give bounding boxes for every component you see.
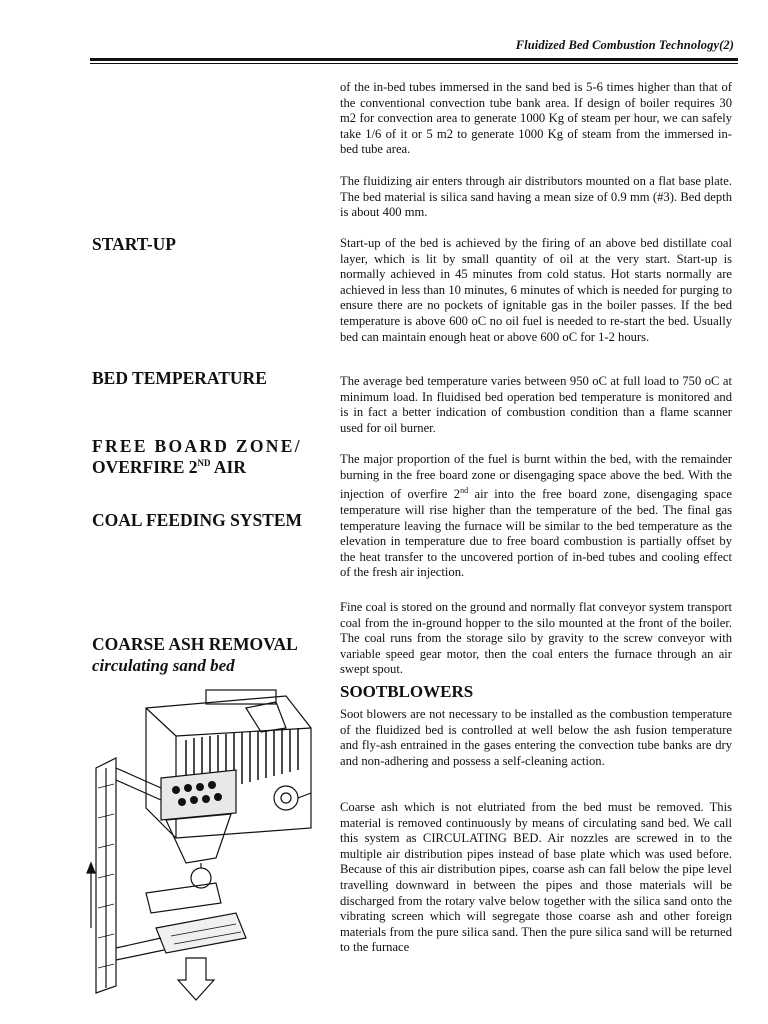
sand-bed	[161, 770, 236, 820]
vibrating-screen	[156, 913, 246, 953]
subheading-circulating-sand-bed: circulating sand bed	[92, 656, 235, 675]
heading-free-board-zone	[92, 436, 302, 457]
header-rule-thick	[90, 58, 738, 61]
paragraph-start-up: Start-up of the bed is achieved by the firing of an above bed distillate coal layer, which is lit by small quantity of oil at the very start. Start-up is normally achieved in 45 minutes from cold status. Hot starts normally are achieved in less than 10 minutes, 6 minutes of which is needed for purging to ensure there are no pockets of ignitable gas in the boiler passes. If the bed temperature is above 600 oC no oil fuel is needed to re-start the bed. Usually bed can maintain enough heat or above 600 oC for 1-2 hours.	[340, 236, 732, 344]
paragraph-coal-feeding: Fine coal is stored on the ground and normally flat conveyor system transport coal from the in-ground hopper to the silo mounted at the front of the boiler. The coal runs from the storage silo by gravity to the screw conveyor with variable speed gear motor, then the coal enters the furnace through an air swept spout.	[340, 600, 732, 677]
paragraph-in-bed-tubes: of the in-bed tubes immersed in the sand bed is 5-6 times higher than that of the conventional convection tube bank area. If design of boiler requires 30 m2 for convection area to generate 1000 Kg of steam per hour, we can safely take 1/6 of it or 5 m2 to generate 1000 Kg of steam from the immersed in-bed tube area.	[340, 80, 732, 157]
screw-conveyor	[146, 883, 221, 913]
heading-start-up: START-UP	[92, 234, 176, 254]
heading-coal-feeding-system: COAL FEEDING SYSTEM	[92, 510, 303, 530]
heading-sootblowers: SOOTBLOWERS	[340, 682, 474, 701]
fan-housing	[274, 786, 298, 810]
paragraph-bed-temperature: The average bed temperature varies between 950 oC at full load to 750 oC at minimum load. In fluidised bed operation bed temperature is monitored and is in fact a better indication of combustion condition than a flame scanner used for oil burner.	[340, 374, 732, 435]
heading-overfire-air	[92, 457, 246, 478]
paragraph-sootblowers: Soot blowers are not necessary to be installed as the combustion temperature of the fluidized bed is controlled at well below the ash fusion temperature and fly-ash entrained in the gases entering the convection tube banks are dry and non-adhering and possess a self-cleaning action.	[340, 707, 732, 768]
heading-overfire-superscript: ND	[197, 458, 211, 469]
running-header: Fluidized Bed Combustion Technology(2)	[515, 38, 734, 52]
heading-coarse-ash-removal: COARSE ASH REMOVAL	[92, 634, 298, 654]
paragraph-coarse-ash: Coarse ash which is not elutriated from the bed must be removed. This material is removed continuously by means of circulating sand bed. We call this system as CIRCULATING BED. Air nozzles are screwed in to the multiple air distribution pipes instead of base plate which was used before. Because of this air distribution pipes, coarse ash can fall below the pipe level travelling downward in between the pipes and those materials will be discharged from the rotary valve below together with the silica sand onto the vibrating screen which will segregate those coarse ash and other foreign materials from the pure silica sand. Then the pure silica sand will be returned to the furnace	[340, 800, 732, 955]
heading-overfire-air-text: AIR	[210, 457, 246, 477]
header-rule-thin	[90, 63, 738, 64]
heading-free-board-line1: FREE BOARD ZONE/	[92, 436, 302, 456]
paragraph-free-board-superscript: nd	[460, 486, 469, 496]
heading-overfire-text: OVERFIRE 2	[92, 457, 198, 477]
heading-bed-temperature: BED TEMPERATURE	[92, 368, 267, 388]
discharge-arrow	[178, 958, 214, 1000]
paragraph-free-board-zone	[340, 452, 732, 581]
paragraph-free-board-text-b: air into the free board zone, disengaging space temperature will rise higher than the temperature of the bed. The final gas temperature leaving the furnace will be similar to the bed temperature as the elevation in temperature due to free board combustion is partially offset by the heat transfer to the uncovered portion of in-bed tubes and cooling effect of the fresh air injection.	[340, 487, 733, 580]
paragraph-free-board-text-a: The major proportion of the fuel is burnt within the bed, with the remainder burning in the free board zone or disengaging space above the bed. With the injection of overfire 2	[340, 452, 732, 502]
paragraph-fluidizing-air: The fluidizing air enters through air distributors mounted on a flat base plate. The bed material is silica sand having a mean size of 0.9 mm (#3). Bed depth is about 400 mm.	[340, 174, 732, 220]
boiler-diagram-illustration	[86, 688, 326, 1006]
coal-feeder	[246, 702, 286, 732]
